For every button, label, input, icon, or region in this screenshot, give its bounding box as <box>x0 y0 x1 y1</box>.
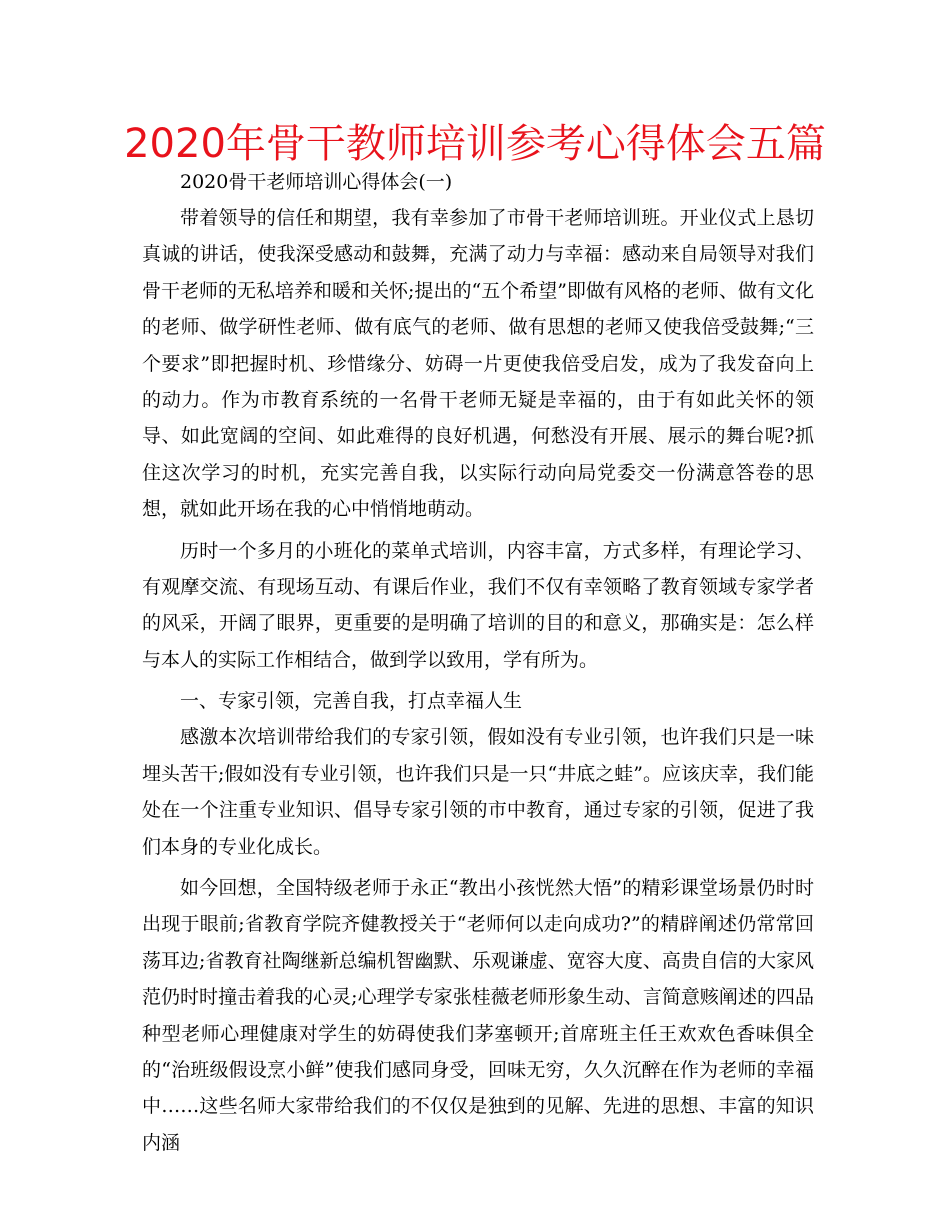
paragraph-2: 历时一个多月的小班化的菜单式培训，内容丰富，方式多样，有理论学习、有观摩交流、有现场互动、有课后作业，我们不仅有幸领略了教育领域专家学者的风采，开阔了眼界，更重要的是明确了培训的目的和意义，那确实是：怎么样与本人的实际工作相结合，做到学以致用，学有所为。 <box>142 539 814 671</box>
paragraph-4: 如今回想，全国特级老师于永正“教出小孩恍然大悟”的精彩课堂场景仍时时出现于眼前;省教育学院齐健教授关于“老师何以走向成功?”的精辟阐述仍常常回荡耳边;省教育社陶继新总编机智幽默、乐观谦虚、宽容大度、高贵自信的大家风范仍时时撞击着我的心灵;心理学专家张桂薇老师形象生动、言简意赅阐述的四品种型老师心理健康对学生的妨碍使我们茅塞顿开;首席班主任王欢欢色香味俱全的“治班级假设烹小鲜”使我们感同身受，回味无穷，久久沉醉在作为老师的幸福中……这些名师大家带给我们的不仅仅是独到的见解、先进的思想、丰富的知识内涵 <box>142 876 814 1154</box>
document-title: 2020年骨干教师培训参考心得体会五篇 <box>124 121 826 167</box>
section-heading: 一、专家引领，完善自我，打点幸福人生 <box>180 690 523 713</box>
paragraph-3: 感激本次培训带给我们的专家引领，假如没有专业引领，也许我们只是一味埋头苦干;假如没有专业引领，也许我们只是一只“井底之蛙”。应该庆幸，我们能处在一个注重专业知识、倡导专家引领的市中教育，通过专家的引领，促进了我们本身的专业化成长。 <box>142 726 814 858</box>
subtitle: 2020骨干老师培训心得体会(一) <box>180 171 453 193</box>
paragraph-1: 带着领导的信任和期望，我有幸参加了市骨干老师培训班。开业仪式上恳切真诚的讲话，使我深受感动和鼓舞，充满了动力与幸福：感动来自局领导对我们骨干老师的无私培养和暖和关怀;提出的“五个希望”即做有风格的老师、做有文化的老师、做学研性老师、做有底气的老师、做有思想的老师又使我倍受鼓舞;“三个要求”即把握时机、珍惜缘分、妨碍一片更使我倍受启发，成为了我发奋向上的动力。作为市教育系统的一名骨干老师无疑是幸福的，由于有如此关怀的领导、如此宽阔的空间、如此难得的良好机遇，何愁没有开展、展示的舞台呢?抓住这次学习的时机，充实完善自我，以实际行动向局党委交一份满意答卷的思想，就如此开场在我的心中悄悄地萌动。 <box>142 207 814 521</box>
document-body <box>142 167 814 1161</box>
